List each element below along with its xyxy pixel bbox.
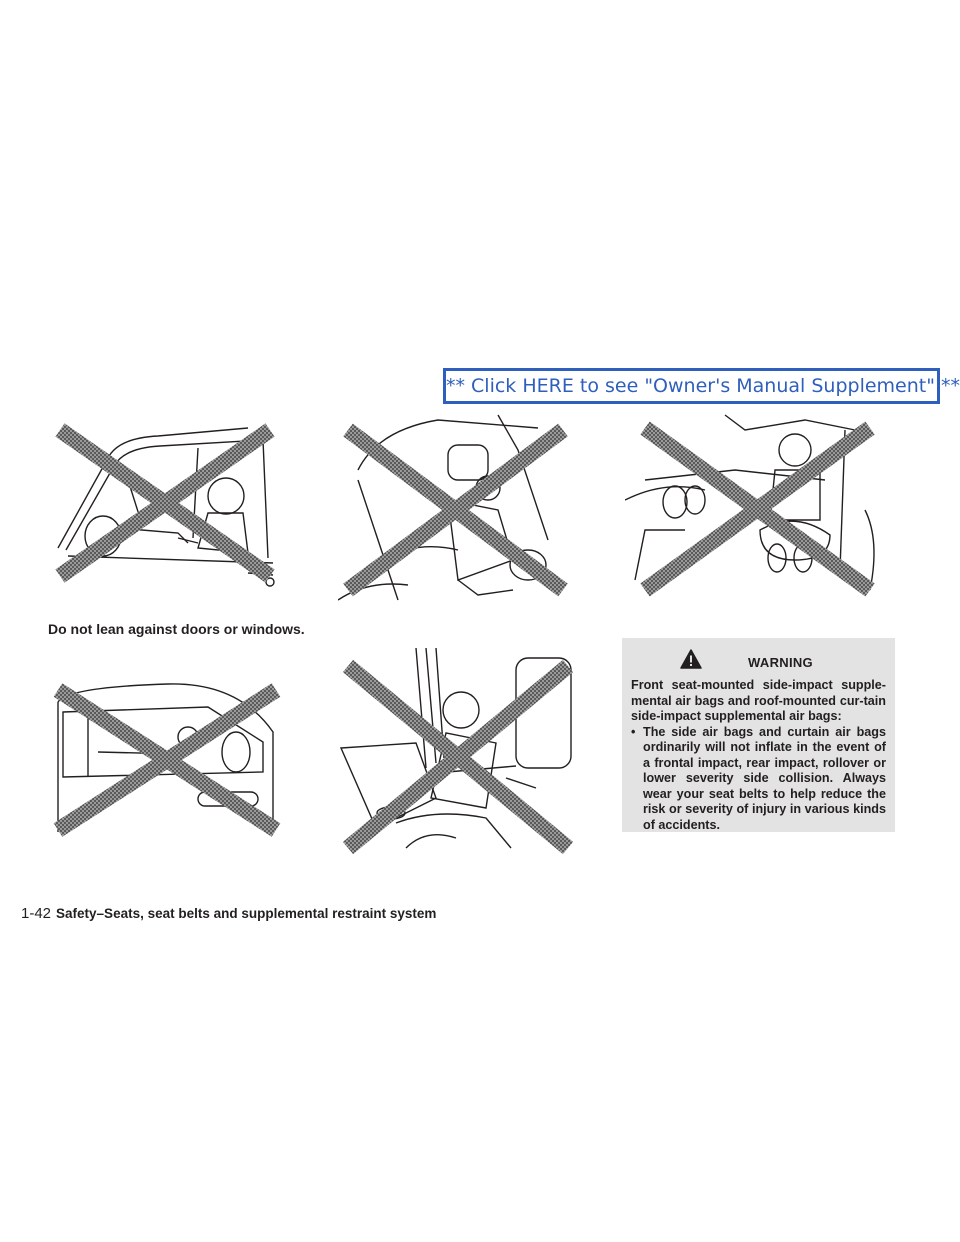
page-footer (21, 905, 436, 923)
warning-title: WARNING (748, 655, 813, 670)
illustration-lean-door-window (48, 418, 288, 590)
illustration-caption: Do not lean against doors or windows. (48, 621, 305, 637)
page-number: 1-42 (21, 905, 52, 922)
illustration-arm-out-window (48, 682, 288, 837)
owners-manual-supplement-link[interactable]: ** Click HERE to see "Owner's Manual Supplement" ** (443, 368, 940, 404)
warning-header (622, 638, 895, 678)
warning-body (622, 678, 895, 833)
section-title: Safety–Seats, seat belts and supplemental restraint system (56, 906, 437, 921)
warning-box (622, 638, 895, 832)
warning-list-item-text: The side air bags and curtain air bags ordinarily will not inflate in the event of a frontal impact, rear impact, rollover or lower severity side collision. Always wear your seat belts to help reduce the risk or severity of injury in various kinds of accidents. (643, 724, 886, 832)
warning-intro: Front seat-mounted side-impact supple-mental air bags and roof-mounted cur-tain side-impact supplemental air bags: (631, 678, 886, 723)
illustration-child-leaning-door (336, 648, 581, 858)
illustration-child-near-dashboard (625, 410, 890, 600)
bullet: • (631, 724, 636, 739)
warning-list (631, 725, 886, 834)
warning-list-item (631, 725, 886, 834)
illustration-kneeling-on-seat (338, 410, 578, 610)
